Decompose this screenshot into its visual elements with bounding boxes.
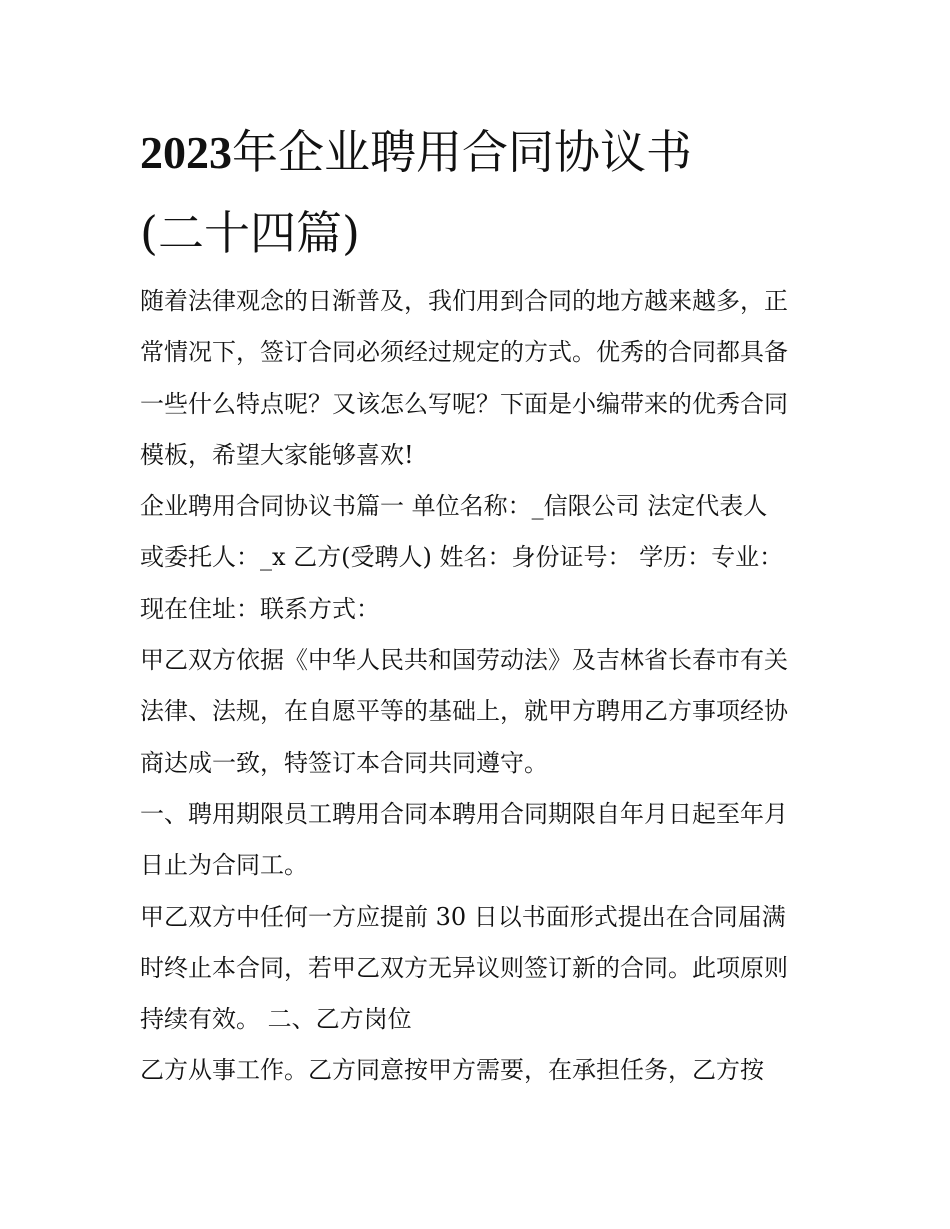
body-line: 商达成一致，特签订本合同共同遵守。 (140, 748, 548, 777)
body-line: 现在住址：联系方式： (140, 594, 380, 623)
body-line: 常情况下，签订合同必须经过规定的方式。优秀的合同都具备 (140, 338, 788, 367)
body-line: 甲乙双方中任何一方应提前 30 日以书面形式提出在合同届满 (140, 902, 786, 931)
body-line: 一、聘用期限员工聘用合同本聘用合同期限自年月日起至年月 (140, 799, 788, 828)
title-line2-text: (二十四篇) (140, 206, 360, 260)
title-line1-text: 年企业聘用合同协议书 (232, 125, 692, 179)
title-year: 2023 (140, 127, 232, 178)
document-title (140, 112, 820, 273)
body-line: 模板，希望大家能够喜欢! (140, 440, 414, 469)
document-body (140, 276, 820, 1097)
body-line: 或委托人：_x 乙方(受聘人) 姓名：身份证号： 学历：专业： (140, 543, 784, 572)
body-line: 时终止本合同，若甲乙双方无异议则签订新的合同。此项原则 (140, 953, 788, 982)
body-line: 一些什么特点呢？又该怎么写呢？下面是小编带来的优秀合同 (140, 389, 788, 418)
body-line: 乙方从事工作。乙方同意按甲方需要，在承担任务，乙方按 (140, 1056, 764, 1085)
body-line: 随着法律观念的日渐普及，我们用到合同的地方越来越多，正 (140, 287, 788, 315)
body-line: 日止为合同工。 (140, 851, 308, 880)
body-line: 法律、法规，在自愿平等的基础上，就甲方聘用乙方事项经协 (140, 697, 788, 726)
body-line: 企业聘用合同协议书篇一 单位名称：_信限公司 法定代表人 (140, 492, 768, 521)
body-line: 甲乙双方依据《中华人民共和国劳动法》及吉林省长春市有关 (140, 646, 788, 675)
body-line: 持续有效。 二、乙方岗位 (140, 1005, 412, 1034)
